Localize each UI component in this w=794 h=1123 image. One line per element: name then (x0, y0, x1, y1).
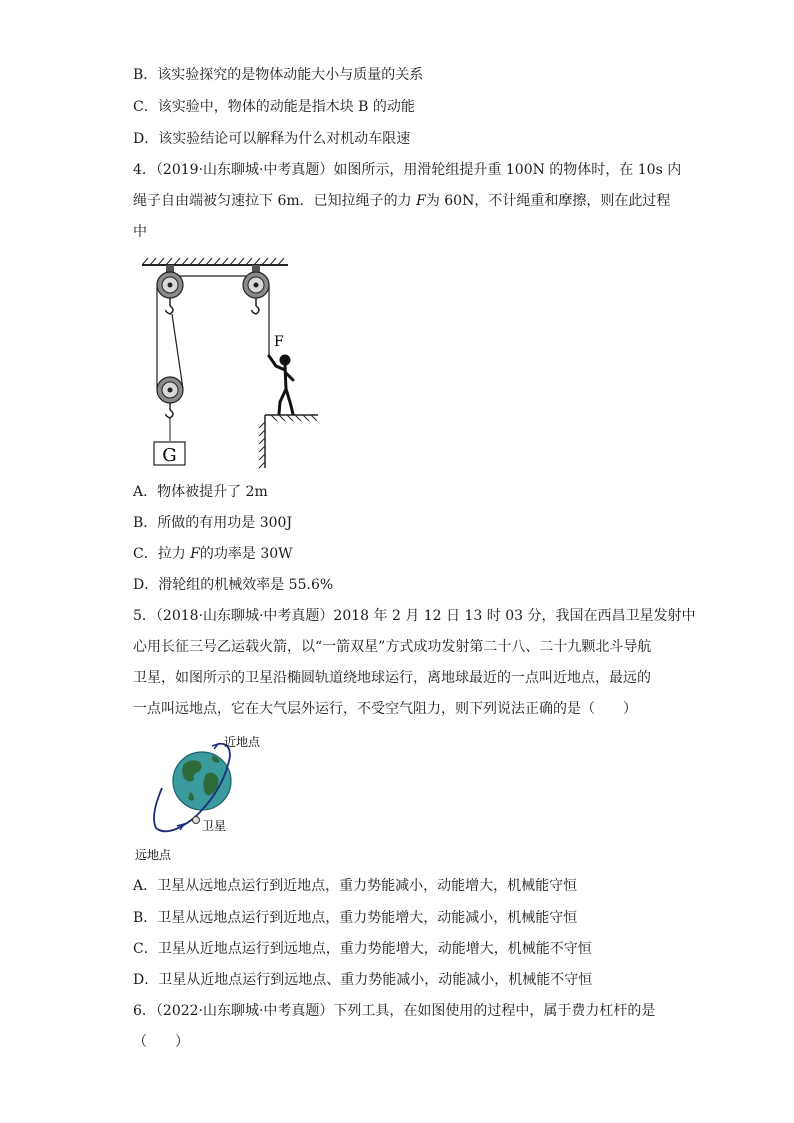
weight-label: G (162, 445, 177, 466)
q5-option-d: D．卫星从近地点运行到远地点、重力势能减小，动能减小，机械能不守恒 (133, 972, 593, 988)
q4-option-c-part1: C．拉力 (133, 546, 191, 562)
q5-option-b: B．卫星从远地点运行到近地点，重力势能增大，动能减小，机械能守恒 (133, 910, 578, 926)
orbit-arrow-top (212, 744, 218, 749)
force-label: F (274, 334, 284, 350)
pulley-system-figure (138, 256, 323, 470)
q4-option-c (133, 544, 293, 564)
platform (259, 415, 318, 468)
q3-option-d: D．该实验结论可以解释为什么对机动车限速 (133, 131, 411, 147)
q5-stem-line2: 心用长征三号乙运载火箭，以“一箭双星”方式成功发射第二十八、二十九颗北斗导航 (133, 639, 652, 655)
ceiling-beam (142, 258, 288, 265)
ropes (157, 285, 269, 389)
q4-option-d: D．滑轮组的机械效率是 55.6% (133, 577, 334, 593)
q4-force-variable: F (416, 193, 426, 209)
q4-stem-line1: 4．（2019·山东聊城·中考真题）如图所示，用滑轮组提升重 100N 的物体时，在 10s 内 (133, 162, 682, 178)
q3-option-c: C．该实验中，物体的动能是指木块 B 的动能 (133, 99, 415, 115)
satellite-label: 卫星 (202, 819, 227, 833)
q6-stem-line1: 6．（2022·山东聊城·中考真题）下列工具，在如图使用的过程中，属于费力杠杆的是 (133, 1003, 656, 1019)
q4-option-c-variable: F (190, 546, 200, 562)
apogee-label: 远地点 (135, 848, 172, 862)
q3-option-b: B．该实验探究的是物体动能大小与质量的关系 (133, 67, 424, 83)
fixed-pulley-left (157, 265, 183, 314)
perigee-label: 近地点 (224, 735, 261, 749)
q4-stem-line2-part1: 绳子自由端被匀速拉下 6m．已知拉绳子的力 (133, 193, 417, 209)
q6-stem-line2: （ ） (133, 1034, 189, 1050)
weight-block (154, 442, 185, 466)
q5-stem-line3: 卫星，如图所示的卫星沿椭圆轨道绕地球运行，离地球最近的一点叫近地点，最远的 (133, 670, 651, 686)
q4-stem-line2 (133, 191, 670, 211)
q4-option-a: A．物体被提升了 2m (133, 484, 268, 500)
q4-stem-line3: 中 (133, 224, 147, 240)
fixed-pulley-right (243, 265, 269, 314)
q5-option-c: C．卫星从近地点运行到远地点，重力势能增大，动能增大，机械能不守恒 (133, 941, 592, 957)
satellite-orbit-figure (132, 730, 272, 865)
q5-stem-line1: 5．（2018·山东聊城·中考真题）2018 年 2 月 12 日 13 时 03 分，我国在西昌卫星发射中 (133, 608, 696, 624)
q4-option-b: B．所做的有用功是 300J (133, 515, 293, 531)
q5-stem-line4: 一点叫远地点，它在大气层外运行，不受空气阻力，则下列说法正确的是（ ） (133, 701, 637, 717)
person-pulling-rope (269, 355, 293, 415)
q5-option-a: A．卫星从远地点运行到近地点，重力势能减小，动能增大，机械能守恒 (133, 878, 578, 894)
movable-pulley (157, 377, 183, 441)
satellite-icon (193, 817, 200, 824)
q4-option-c-part2: 的功率是 30W (199, 546, 293, 562)
q4-stem-line2-part2: 为 60N，不计绳重和摩擦，则在此过程 (425, 193, 671, 209)
